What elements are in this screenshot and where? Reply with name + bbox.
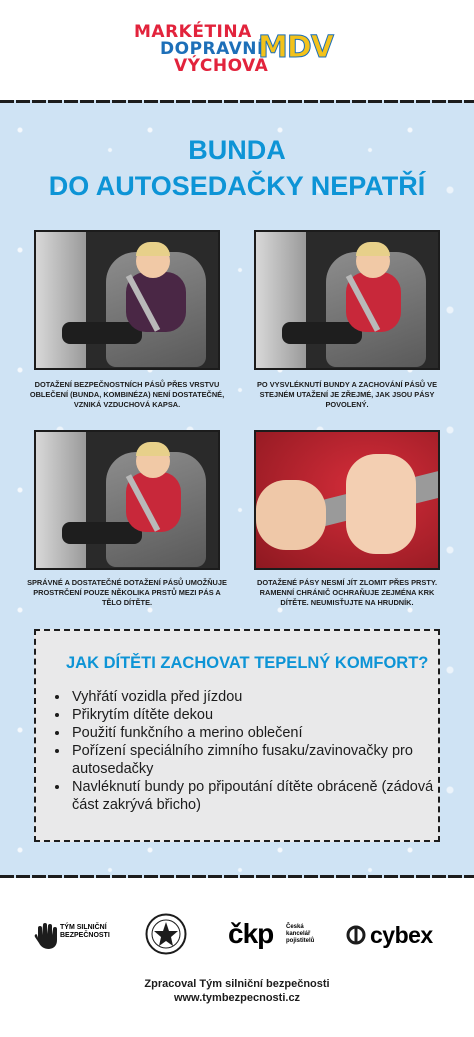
- list-item: • Pořízení speciálního zimního fusaku/zavinovačky pro autosedačky: [70, 742, 440, 778]
- tips-box: [34, 629, 440, 842]
- partner-logos: [0, 905, 474, 965]
- brand-line-3: VÝCHOVA: [174, 56, 269, 76]
- ckp-logo-text: čkp: [228, 918, 274, 949]
- photo-child-legs: [62, 522, 142, 544]
- photo-car-door: [256, 232, 306, 370]
- photo-correct-tightening: [34, 430, 220, 570]
- photo-car-door: [36, 232, 86, 370]
- ckp-logo-subtitle: Česká kancelář pojistitelů: [286, 924, 315, 944]
- police-logo: [145, 913, 187, 955]
- hand-icon: [34, 922, 60, 950]
- photo-car-door: [36, 432, 86, 570]
- page-title-line-1: BUNDA: [188, 135, 286, 165]
- footer-website: www.tymbezpecnosti.cz: [173, 992, 301, 1004]
- caption-3: SPRÁVNÉ A DOSTATEČNÉ DOTAŽENÍ PÁSŮ UMOŽŇUJE PROSTRČENÍ POUZE NĚKOLIKA PRSTŮ MEZI PÁS A TĚLO DÍTĚTE.: [27, 578, 227, 607]
- photo-jacket-removed: [254, 230, 440, 370]
- brand-monogram: MDV: [258, 30, 333, 65]
- list-item: • Použití funkčního a merino oblečení: [70, 724, 440, 742]
- brand-logo: [134, 24, 354, 76]
- tym-logo: [34, 922, 114, 952]
- photo-hand-left: [256, 480, 326, 550]
- list-item: • Přikrytím dítěte dekou: [70, 706, 440, 724]
- cybex-circle-icon: [346, 925, 366, 945]
- caption-4: DOTAŽENÉ PÁSY NESMÍ JÍT ZLOMIT PŘES PRSTY. RAMENNÍ CHRÁNIČ OCHRAŇUJE ZEJMÉNA KRK DÍTĚTE. NEUMISŤUJTE NA HRUDNÍK.: [257, 578, 437, 607]
- photo-belt-fingers: [254, 430, 440, 570]
- list-item: • Navléknutí bundy po připoutání dítěte obráceně (zádová část zakrývá břicho): [70, 778, 440, 814]
- photo-child-legs: [62, 322, 142, 344]
- header: [0, 0, 474, 95]
- list-item: • Vyhřátí vozidla před jízdou: [70, 688, 440, 706]
- photo-child-hair: [136, 442, 170, 456]
- footer-credit: Zpracoval Tým silniční bezpečnosti: [144, 978, 330, 990]
- tips-list: [58, 688, 440, 814]
- caption-2: PO VYSVLÉKNUTÍ BUNDY A ZACHOVÁNÍ PÁSŮ VE STEJNÉM UTAŽENÍ JE ZŘEJMÉ, JAK JSOU PÁSY POVOLENÝ.: [257, 380, 437, 409]
- brand-line-1: MARKÉTINA: [134, 22, 252, 42]
- cybex-logo: [346, 921, 442, 951]
- photo-hand-right: [346, 454, 416, 554]
- photo-child-hair: [136, 242, 170, 256]
- tips-heading: JAK DÍTĚTI ZACHOVAT TEPELNÝ KOMFORT?: [66, 654, 429, 672]
- caption-1: DOTAŽENÍ BEZPEČNOSTNÍCH PÁSŮ PŘES VRSTVU OBLEČENÍ (BUNDA, KOMBINÉZA) NENÍ DOSTATEČNÉ, VZNIKÁ VZDUCHOVÁ KAPSA.: [29, 380, 225, 409]
- brand-line-2: DOPRAVNÍ: [160, 39, 264, 59]
- photo-child-hair: [356, 242, 390, 256]
- photo-jacket-tightened: [34, 230, 220, 370]
- page-title-line-2: DO AUTOSEDAČKY NEPATŘÍ: [48, 171, 426, 201]
- ckp-logo: [228, 919, 328, 951]
- cybex-logo-text: cybex: [370, 922, 433, 948]
- photo-child-legs: [282, 322, 362, 344]
- tym-logo-text: TÝM SILNIČNÍ BEZPEČNOSTI: [60, 924, 110, 939]
- police-star-icon: [145, 913, 187, 955]
